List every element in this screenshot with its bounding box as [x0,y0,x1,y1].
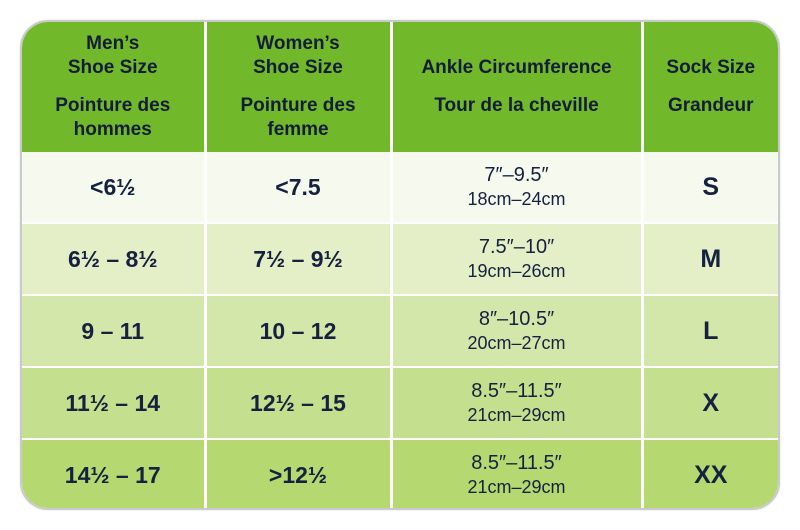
mens-size-value: 6½ – 8½ [67,245,158,272]
ankle-cell [391,439,642,510]
mens-size-value: 14½ – 17 [64,461,161,488]
size-chart-table [22,22,778,510]
ankle-cm: 18cm–24cm [467,189,566,209]
womens-size-cell [205,223,391,295]
header-womens-shoe-size [205,22,391,152]
sock-size-value: XX [694,460,728,489]
womens-size-cell [205,439,391,510]
sock-size-value: M [700,244,722,273]
sock-size-cell [642,439,778,510]
sock-size-cell [642,295,778,367]
ankle-cell [391,295,642,367]
sock-size-cell [642,223,778,295]
header-mens-shoe-size [22,22,205,152]
mens-size-cell [22,223,205,295]
ankle-inches: 8.5″–11.5″ [471,380,562,402]
womens-size-value: 7½ – 9½ [253,245,343,272]
ankle-inches: 7″–9.5″ [484,164,549,186]
header-sock-size [642,22,778,152]
mens-size-cell [22,439,205,510]
table-row [22,367,778,439]
womens-size-cell [205,367,391,439]
header-fr-line1: Pointure des [240,95,356,116]
table-row [22,223,778,295]
table-row [22,152,778,223]
sock-size-cell [642,367,778,439]
header-en-line1: Women’s [256,33,340,54]
header-fr-line2: femme [267,119,329,140]
mens-size-cell [22,367,205,439]
header-en-line2: Shoe Size [253,57,343,78]
mens-size-cell [22,152,205,223]
table-row [22,439,778,510]
womens-size-value: >12½ [268,461,328,488]
ankle-inches: 8″–10.5″ [478,308,555,330]
womens-size-value: 10 – 12 [259,317,337,344]
sock-size-value: X [702,388,720,417]
table-row [22,295,778,367]
mens-size-value: <6½ [90,173,136,200]
womens-size-value: 12½ – 15 [250,389,346,416]
header-en-line2: Shoe Size [67,57,158,78]
sock-size-cell [642,152,778,223]
header-fr-line1: Pointure des [55,95,171,116]
header-row [22,22,778,152]
ankle-inches: 7.5″–10″ [478,236,555,258]
ankle-cell [391,367,642,439]
ankle-cell [391,223,642,295]
header-fr-line1: Tour de la cheville [434,95,599,116]
header-en-line1: Ankle Circumference [421,57,612,78]
header-en-line1: Sock Size [666,57,756,78]
ankle-cm: 19cm–26cm [467,261,566,281]
header-fr-line1: Grandeur [667,95,754,116]
ankle-cell [391,152,642,223]
sock-size-value: L [703,316,719,345]
ankle-inches: 8.5″–11.5″ [471,452,562,474]
womens-size-value: <7.5 [275,173,321,200]
womens-size-cell [205,152,391,223]
size-chart-frame [20,20,780,510]
header-ankle-circumference [391,22,642,152]
mens-size-cell [22,295,205,367]
ankle-cm: 21cm–29cm [467,405,566,425]
sock-size-value: S [702,172,720,201]
mens-size-value: 11½ – 14 [65,389,161,416]
header-en-line1: Men’s [86,33,140,54]
mens-size-value: 9 – 11 [81,317,145,344]
ankle-cm: 20cm–27cm [467,333,566,353]
header-fr-line2: hommes [73,119,152,140]
womens-size-cell [205,295,391,367]
ankle-cm: 21cm–29cm [467,477,566,497]
